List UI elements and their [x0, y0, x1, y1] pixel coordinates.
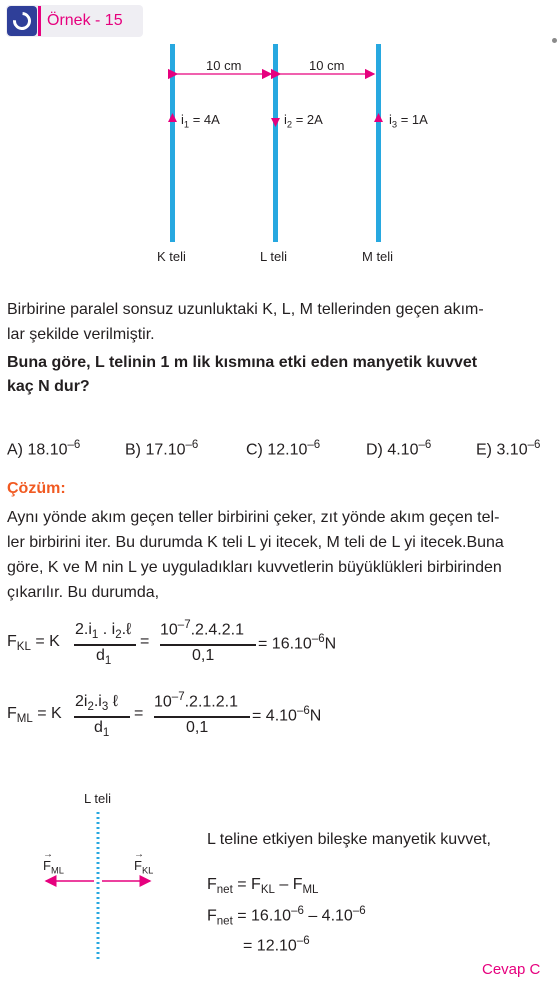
wire-label-k: K teli: [157, 249, 186, 264]
figure2-wire-label: L teli: [84, 791, 111, 806]
option-c[interactable]: C) $12.10^{-6}$: [246, 439, 321, 459]
eq2-result: = $4.10^{-6}N$: [252, 705, 322, 725]
eq1-equals: =: [140, 633, 150, 650]
eq1-denominator-2: 0,1: [192, 647, 215, 664]
solution-line-3: göre, K ve M nin L ye uyguladıkları kuvvetlerin büyüklükleri birbirinden: [7, 559, 502, 576]
current-label-i1: $i_1 = 4A$: [181, 112, 220, 130]
eq1-numerator-2: $10^{-7}.2.4.2.1$: [160, 619, 244, 639]
force-label-ml: → $F_{ML}$: [43, 849, 64, 876]
header-divider: [38, 6, 41, 36]
solution-line-2: ler birbirini iter. Bu durumda K teli L yi itecek, M teli de L yi itecek.Buna: [7, 534, 504, 551]
force-diagram: [40, 808, 170, 964]
current-arrow-up-k: [168, 113, 177, 122]
eq1-numerator: $2.i_1$ . $i_2.\ell$: [75, 621, 132, 642]
fnet-line-1: $F_{net} = F_{KL} - F_{ML}$: [207, 876, 319, 897]
distance-label-kl: 10 cm: [206, 58, 242, 73]
eq2-fraction-bar-2: [154, 716, 250, 718]
eq1-result: = $16.10^{-6}N$: [258, 633, 337, 653]
fnet-line-3: = $12.10^{-6}$: [243, 935, 310, 955]
option-b[interactable]: B) $17.10^{-6}$: [125, 439, 199, 459]
eq2-fraction-bar: [74, 716, 130, 718]
eq2-denominator: $d_1$: [94, 719, 110, 740]
question-bold-line-2: kaç N dur?: [7, 378, 90, 395]
parallel-wires-figure: [150, 38, 410, 243]
option-a[interactable]: A) $18.10^{-6}$: [7, 439, 81, 459]
wire-l: [273, 44, 278, 242]
current-arrow-down-l: [271, 118, 280, 127]
option-e[interactable]: E) $3.10^{-6}$: [476, 439, 541, 459]
example-title: Örnek - 15: [47, 12, 123, 29]
eq2-equals: =: [134, 705, 144, 722]
eq2-numerator-2: $10^{-7}.2.1.2.1$: [154, 691, 238, 711]
answer-label: Cevap C: [482, 961, 541, 978]
option-d[interactable]: D) $4.10^{-6}$: [366, 439, 432, 459]
eq2-denominator-2: 0,1: [186, 719, 209, 736]
wire-m: [376, 44, 381, 242]
eq1-lhs: $F_{KL} = K$: [7, 633, 60, 654]
question-text-line-1: Birbirine paralel sonsuz uzunluktaki K, L, M tellerinden geçen akım-: [7, 301, 484, 318]
question-bold-line-1: Buna göre, L telinin 1 m lik kısmına etki eden manyetik kuvvet: [7, 354, 478, 371]
solution-line-4: çıkarılır. Bu durumda,: [7, 584, 160, 601]
wire-label-m: M teli: [362, 249, 394, 264]
current-arrow-up-m: [374, 113, 383, 122]
result-intro: L teline etkiyen bileşke manyetik kuvvet,: [207, 831, 491, 848]
eq2-numerator: $2i_2.i_3$ ℓ: [75, 693, 118, 714]
eq2-lhs: $F_{ML} = K$: [7, 705, 62, 726]
eq1-fraction-bar: [74, 644, 136, 646]
wire-label-l: L teli: [260, 249, 287, 264]
circle-arrow-icon: [7, 6, 37, 36]
question-text-line-2: lar şekilde verilmiştir.: [7, 326, 155, 343]
solution-line-1: Aynı yönde akım geçen teller birbirini çeker, zıt yönde akım geçen tel-: [7, 509, 500, 526]
wire-k: [170, 44, 175, 242]
current-label-i3: $i_3 = 1A$: [389, 112, 428, 130]
fnet-line-2: $F_{net} = 16.10^{-6} - 4.10^{-6}$: [207, 905, 366, 928]
solution-title: Çözüm:: [7, 480, 66, 497]
margin-dot: [552, 38, 557, 43]
distance-label-lm: 10 cm: [309, 58, 345, 73]
force-label-kl: → $F_{KL}$: [134, 849, 154, 876]
current-label-i2: $i_2 = 2A$: [284, 112, 323, 130]
eq1-denominator: $d_1$: [96, 647, 112, 668]
eq1-fraction-bar-2: [160, 644, 256, 646]
